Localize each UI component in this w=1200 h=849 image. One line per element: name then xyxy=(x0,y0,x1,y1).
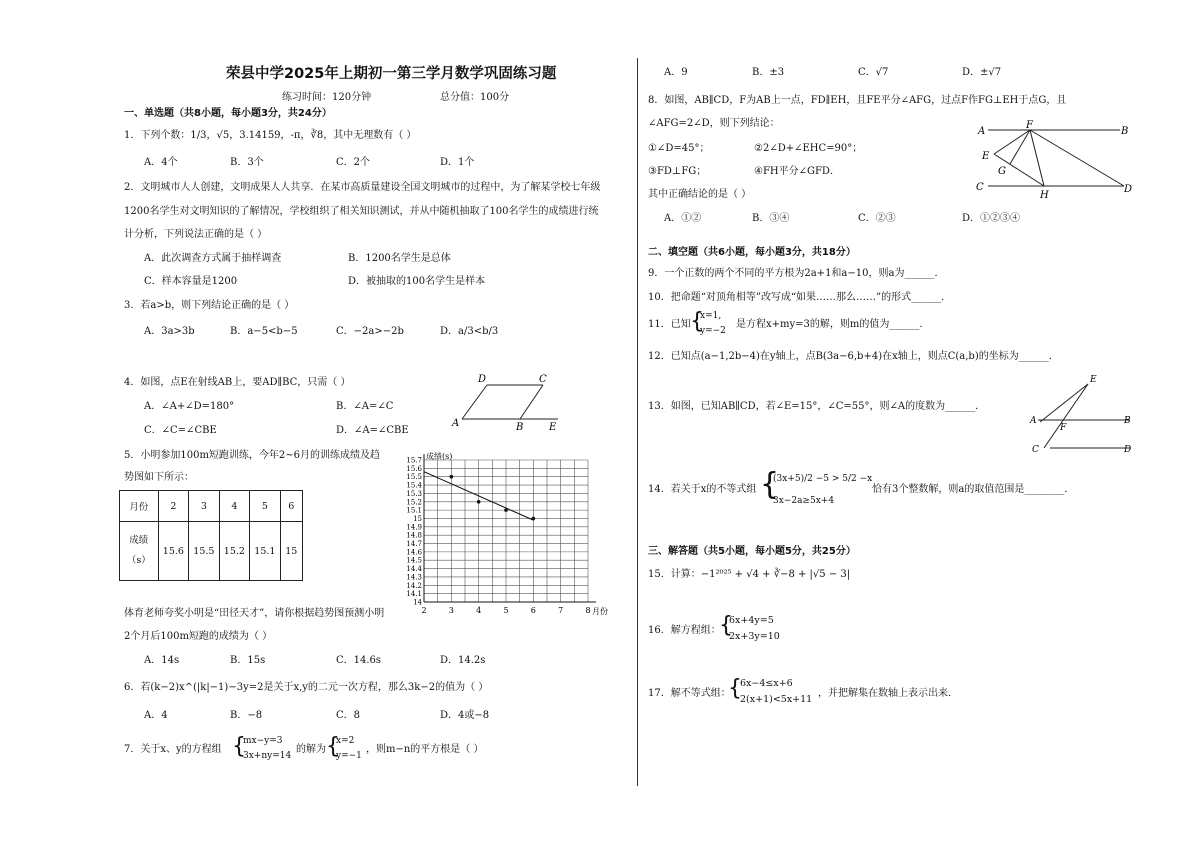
q15: 15．计算：−1²⁰²⁵ + √4 + ∛−8 + |√5 − 3| xyxy=(648,569,851,580)
q5-option-c: C．14.6s xyxy=(336,655,382,666)
q4-stem: 4．如图，点E在射线AB上，要AD∥BC，只需（ ） xyxy=(124,377,351,388)
q13-label-c: C xyxy=(1032,445,1039,455)
chart-y-tick-label: 14.2 xyxy=(406,581,422,590)
q8-label-e: E xyxy=(982,151,990,162)
chart-y-tick-label: 15.1 xyxy=(406,506,422,515)
q3-option-d: D．a/3<b/3 xyxy=(440,326,499,337)
q9: 9．一个正数的两个不同的平方根为2a+1和a−10，则a为______． xyxy=(648,268,945,279)
q12: 12．已知点(a−1,2b−4)在y轴上，点B(3a−6,b+4)在x轴上，则点C(a,b)的坐标为______． xyxy=(648,351,1059,362)
q3-stem: 3．若a>b，则下列结论正确的是（ ） xyxy=(124,300,295,311)
q8-label-h: H xyxy=(1040,190,1049,201)
q4-option-b: B．∠A=∠C xyxy=(336,401,394,412)
q8-label-a: A xyxy=(978,126,986,137)
q5-stem-line3: 体育老师夸奖小明是“田径天才”，请你根据趋势图预测小明 xyxy=(124,608,385,619)
chart-y-tick-label: 15.4 xyxy=(406,481,422,490)
q16-system-eq2: 2x+3y=10 xyxy=(729,631,780,642)
q7-system1-eq1: mx−y=3 xyxy=(243,736,283,746)
q3-option-b: B．a−5<b−5 xyxy=(230,326,298,337)
q13-label-e: E xyxy=(1090,375,1097,385)
q7-system2-eq2: y=−1 xyxy=(336,751,362,761)
chart-data-point xyxy=(450,475,454,479)
chart-y-tick-label: 14.7 xyxy=(406,540,422,549)
q11-brace: { xyxy=(690,309,704,334)
chart-x-axis-label: 月份 xyxy=(592,607,608,616)
q2-option-d: D．被抽取的100名学生是样本 xyxy=(348,276,486,287)
q4-label-b: B xyxy=(516,422,524,433)
q8-option-d: D．①②③④ xyxy=(962,213,1021,224)
table-cell: 15.6 xyxy=(158,522,189,581)
q3-option-a: A．3a>3b xyxy=(144,326,195,337)
chart-x-tick-label: 4 xyxy=(476,606,482,615)
q14-brace: { xyxy=(760,467,780,502)
q7-brace-2: { xyxy=(326,734,340,759)
q13-label-a: A xyxy=(1030,416,1037,426)
q8-label-g: G xyxy=(998,166,1006,177)
section3-heading: 三、解答题（共5小题，每小题5分，共25分） xyxy=(648,546,856,557)
q17-system-eq2: 2(x+1)<5x+11 xyxy=(740,694,813,705)
q7-system2-eq1: x=2 xyxy=(336,736,355,746)
q16-stem: 16．解方程组： xyxy=(648,625,721,636)
q6-option-d: D．4或−8 xyxy=(440,710,490,721)
q17-system-eq1: 6x−4≤x+6 xyxy=(740,678,793,689)
q8-option-a: A．①② xyxy=(664,213,702,224)
q5-stem-line4: 2个月后100m短跑的成绩为（ ） xyxy=(124,631,273,642)
table-cell: 15 xyxy=(280,522,302,581)
q7-brace-1: { xyxy=(232,734,246,759)
q2-option-c: C．样本容量是1200 xyxy=(144,276,238,287)
q14-system-eq2: 3x−2a≥5x+4 xyxy=(773,496,835,506)
table-header-score xyxy=(120,522,159,581)
q6-option-a: A．4 xyxy=(144,710,168,721)
q7-option-c: C．√7 xyxy=(858,67,889,78)
total-score: 总分值：100分 xyxy=(440,92,510,103)
q8-conclusion-4: ④FH平分∠GFD． xyxy=(754,166,840,177)
chart-y-tick-label: 14.9 xyxy=(406,523,422,532)
q1-option-c: C．2个 xyxy=(336,157,371,168)
q4-label-d: D xyxy=(478,374,487,385)
q1-stem: 1．下列个数：1/3，√5，3.14159，-π，∛8，其中无理数有（ ） xyxy=(124,130,417,141)
q11-system-eq1: x=1, xyxy=(700,311,722,321)
chart-y-tick-label: 15.3 xyxy=(406,489,422,498)
q13: 13．如图，已知AB∥CD，若∠E=15°，∠C=55°，则∠A的度数为______． xyxy=(648,401,986,412)
chart-x-tick-label: 5 xyxy=(503,606,509,615)
q5-trend-chart xyxy=(400,448,620,620)
q6-option-c: C．8 xyxy=(336,710,361,721)
q11-system-eq2: y=−2 xyxy=(700,326,726,336)
chart-data-point xyxy=(477,500,481,504)
q8-stem-line1: 8．如图，AB∥CD，F为AB上一点，FD∥EH，且FE平分∠AFG，过点F作FG⊥EH于点G，且 xyxy=(648,95,1067,106)
q5-option-a: A．14s xyxy=(144,655,180,666)
chart-y-tick-label: 15.6 xyxy=(406,464,422,473)
chart-x-tick-label: 8 xyxy=(585,606,591,615)
chart-y-axis-label: 成绩(s) xyxy=(426,452,453,461)
q8-label-f: F xyxy=(1026,120,1033,131)
q2-stem-line2: 1200名学生对文明知识的了解情况，学校组织了相关知识测试，并从中随机抽取了100名学生的成绩进行统 xyxy=(124,206,599,217)
q5-option-b: B．15s xyxy=(230,655,266,666)
table-header-score-unit: （s） xyxy=(126,555,151,566)
q8-option-b: B．③④ xyxy=(752,213,790,224)
chart-data-point xyxy=(532,517,536,521)
q8-conclusion-2: ②2∠D+∠EHC=90°； xyxy=(754,143,863,154)
q4-parallelogram-figure xyxy=(440,372,570,434)
chart-x-tick-label: 2 xyxy=(421,606,427,615)
section2-heading: 二、填空题（共6小题，每小题3分，共18分） xyxy=(648,247,856,258)
chart-y-tick-label: 15 xyxy=(413,514,422,523)
q2-option-a: A．此次调查方式属于抽样调查 xyxy=(144,253,282,264)
column-divider xyxy=(637,58,638,786)
q4-label-c: C xyxy=(539,374,547,385)
q3-option-c: C．−2a>−2b xyxy=(336,326,404,337)
chart-y-tick-label: 15.7 xyxy=(406,456,422,465)
q4-option-c: C．∠C=∠CBE xyxy=(144,425,217,436)
q8-conclusion-3: ③FD⊥FG； xyxy=(648,166,707,177)
q13-label-b: B xyxy=(1124,416,1131,426)
q5-score-table xyxy=(119,490,303,581)
q8-geometry-figure xyxy=(972,118,1142,202)
q2-option-b: B．1200名学生是总体 xyxy=(348,253,451,264)
q8-label-c: C xyxy=(976,182,984,193)
table-header-month: 月份 xyxy=(120,491,159,522)
q7-option-d: D．±√7 xyxy=(962,67,1002,78)
q8-label-b: B xyxy=(1121,126,1129,137)
q17-stem-b: ，并把解集在数轴上表示出来． xyxy=(818,688,958,699)
table-cell: 4 xyxy=(219,491,250,522)
q16-brace: { xyxy=(719,613,733,638)
q6-stem: 6．若(k−2)x^(|k|−1)−3y=2是关于x,y的二元一次方程，那么3k−2的值为（ ） xyxy=(124,682,489,693)
q2-stem-line1: 2．文明城市人人创建，文明成果人人共享．在某市高质量建设全国文明城市的过程中，为了解某学校七年级 xyxy=(124,182,601,193)
q4-label-e: E xyxy=(549,422,557,433)
q10: 10．把命题“对顶角相等”改写成“如果……那么……”的形式______． xyxy=(648,292,952,303)
q11-stem-a: 11．已知 xyxy=(648,319,691,330)
chart-y-tick-label: 14.6 xyxy=(406,548,422,557)
q13-label-f: F xyxy=(1060,423,1067,433)
q7-stem-b: 的解为 xyxy=(296,744,326,755)
chart-y-tick-label: 14.4 xyxy=(406,565,422,574)
q14-system-eq1: (3x+5)/2 −5 > 5/2 −x xyxy=(773,474,873,484)
chart-y-tick-label: 14.1 xyxy=(406,590,422,599)
q8-stem-line3: 其中正确结论的是（ ） xyxy=(648,189,752,200)
chart-data-point xyxy=(504,508,508,512)
q4-option-d: D．∠A=∠CBE xyxy=(336,425,409,436)
table-cell: 6 xyxy=(280,491,302,522)
q14-stem-a: 14．若关于x的不等式组 xyxy=(648,484,757,495)
table-cell: 15.1 xyxy=(250,522,281,581)
q14-stem-b: 恰有3个整数解，则a的取值范围是________． xyxy=(872,484,1075,495)
chart-y-tick-label: 14 xyxy=(413,598,422,607)
chart-y-tick-label: 15.5 xyxy=(406,473,422,482)
chart-y-tick-label: 14.3 xyxy=(406,573,422,582)
q4-label-a: A xyxy=(452,418,460,429)
table-cell: 15.5 xyxy=(189,522,220,581)
q5-stem-line2: 势图如下所示： xyxy=(124,472,194,483)
table-cell: 5 xyxy=(250,491,281,522)
q1-option-d: D．1个 xyxy=(440,157,475,168)
q7-option-a: A．9 xyxy=(664,67,688,78)
table-cell: 3 xyxy=(189,491,220,522)
q13-geometry-figure xyxy=(1026,372,1142,458)
q1-option-a: A．4个 xyxy=(144,157,178,168)
q11-stem-b: 是方程x+my=3的解，则m的值为______． xyxy=(736,319,930,330)
exam-time: 练习时间：120分钟 xyxy=(282,92,372,103)
chart-x-tick-label: 7 xyxy=(558,606,564,615)
q8-conclusion-1: ①∠D=45°； xyxy=(648,143,710,154)
q13-label-d: D xyxy=(1124,445,1132,455)
chart-x-tick-label: 6 xyxy=(530,606,536,615)
q17-brace: { xyxy=(728,676,742,701)
q8-label-d: D xyxy=(1124,184,1133,195)
table-cell: 15.2 xyxy=(219,522,250,581)
table-cell: 2 xyxy=(158,491,189,522)
chart-x-tick-label: 3 xyxy=(448,606,454,615)
q7-option-b: B．±3 xyxy=(752,67,785,78)
chart-y-tick-label: 14.8 xyxy=(406,531,422,540)
q5-option-d: D．14.2s xyxy=(440,655,486,666)
chart-y-tick-label: 14.5 xyxy=(406,556,422,565)
q8-option-c: C．②③ xyxy=(858,213,896,224)
q2-stem-line3: 计分析，下列说法正确的是（ ） xyxy=(124,229,268,240)
q17-stem-a: 17．解不等式组： xyxy=(648,688,731,699)
q5-stem-line1: 5．小明参加100m短跑训练，今年2~6月的训练成绩及趋 xyxy=(124,450,381,461)
q8-stem-line2: ∠AFG=2∠D，则下列结论： xyxy=(648,118,780,129)
q6-option-b: B．−8 xyxy=(230,710,263,721)
table-header-score-label: 成绩 xyxy=(129,535,149,547)
q16-system-eq1: 6x+4y=5 xyxy=(729,615,774,626)
q1-option-b: B．3个 xyxy=(230,157,264,168)
q7-stem-c: ，则m−n的平方根是（ ） xyxy=(366,744,484,755)
page-title: 荣县中学2025年上期初一第三学月数学巩固练习题 xyxy=(226,66,557,82)
section1-heading: 一、单选题（共8小题，每小题3分，共24分） xyxy=(124,108,332,119)
q7-system1-eq2: 3x+ny=14 xyxy=(243,751,292,761)
q7-stem-a: 7．关于x、y的方程组 xyxy=(124,744,222,755)
chart-y-tick-label: 15.2 xyxy=(406,498,422,507)
q4-option-a: A．∠A+∠D=180° xyxy=(144,401,235,412)
